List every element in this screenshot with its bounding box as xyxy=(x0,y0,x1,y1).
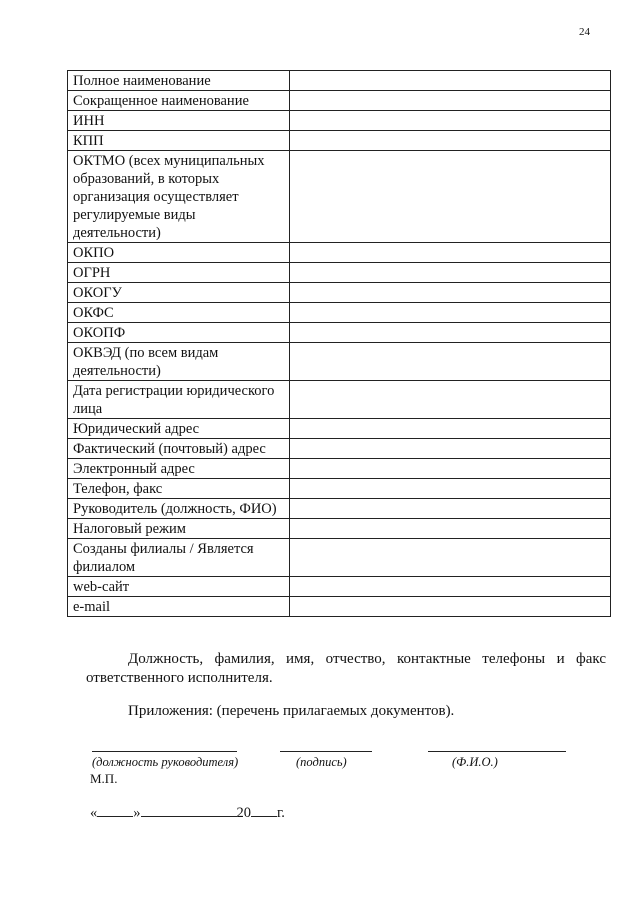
table-row xyxy=(68,303,611,323)
row-value[interactable] xyxy=(290,381,611,419)
row-label: Фактический (почтовый) адрес xyxy=(68,439,290,459)
row-value[interactable] xyxy=(290,263,611,283)
row-label: ИНН xyxy=(68,111,290,131)
date-month-blank[interactable] xyxy=(141,803,237,817)
row-value[interactable] xyxy=(290,131,611,151)
table-row xyxy=(68,597,611,617)
table-row xyxy=(68,539,611,577)
row-label: Сокращенное наименование xyxy=(68,91,290,111)
table-row xyxy=(68,243,611,263)
table-row xyxy=(68,439,611,459)
table-row xyxy=(68,283,611,303)
row-label: Налоговый режим xyxy=(68,519,290,539)
row-label: КПП xyxy=(68,131,290,151)
table-row xyxy=(68,419,611,439)
row-value[interactable] xyxy=(290,303,611,323)
row-value[interactable] xyxy=(290,323,611,343)
page-number: 24 xyxy=(579,26,590,38)
row-label: Дата регистрации юридического лица xyxy=(68,381,290,419)
row-value[interactable] xyxy=(290,499,611,519)
table-row xyxy=(68,499,611,519)
row-label: Электронный адрес xyxy=(68,459,290,479)
organization-details-table xyxy=(67,70,611,617)
row-label: web-сайт xyxy=(68,577,290,597)
table-row xyxy=(68,479,611,499)
table-row xyxy=(68,459,611,479)
row-value[interactable] xyxy=(290,151,611,243)
row-value[interactable] xyxy=(290,71,611,91)
row-value[interactable] xyxy=(290,419,611,439)
date-year-suffix: г. xyxy=(277,805,285,821)
date-close-quote: » xyxy=(133,805,141,821)
date-day-blank[interactable] xyxy=(97,803,133,817)
table-row xyxy=(68,343,611,381)
seal-mark: М.П. xyxy=(90,771,118,786)
table-row xyxy=(68,151,611,243)
row-value[interactable] xyxy=(290,243,611,263)
row-label: ОГРН xyxy=(68,263,290,283)
row-label: ОКФС xyxy=(68,303,290,323)
row-label: ОКПО xyxy=(68,243,290,263)
row-label: e-mail xyxy=(68,597,290,617)
row-value[interactable] xyxy=(290,479,611,499)
position-caption: (должность руководителя) xyxy=(92,755,239,769)
table-row xyxy=(68,91,611,111)
responsible-person-text: Должность, фамилия, имя, отчество, контактные телефоны и факс ответственного исполнителя. xyxy=(86,651,606,686)
date-year-prefix: 20 xyxy=(236,805,251,821)
row-value[interactable] xyxy=(290,459,611,479)
row-value[interactable] xyxy=(290,283,611,303)
table-row xyxy=(68,577,611,597)
row-value[interactable] xyxy=(290,343,611,381)
date-line xyxy=(90,803,285,822)
attachments-text: Приложения: (перечень прилагаемых документов). xyxy=(128,703,455,719)
row-value[interactable] xyxy=(290,539,611,577)
row-label: Руководитель (должность, ФИО) xyxy=(68,499,290,519)
position-signature-line[interactable] xyxy=(92,751,237,752)
row-value[interactable] xyxy=(290,439,611,459)
row-label: ОКОПФ xyxy=(68,323,290,343)
row-value[interactable] xyxy=(290,519,611,539)
row-label: Созданы филиалы / Является филиалом xyxy=(68,539,290,577)
row-label: Полное наименование xyxy=(68,71,290,91)
date-open-quote: « xyxy=(90,805,98,821)
signature-caption: (подпись) xyxy=(296,755,347,769)
signature-line[interactable] xyxy=(280,751,372,752)
row-label: ОКТМО (всех муниципальных образований, в которых организация осуществляет регулируемые виды деятельности) xyxy=(68,151,290,243)
row-value[interactable] xyxy=(290,111,611,131)
table-row xyxy=(68,323,611,343)
table-row xyxy=(68,131,611,151)
table-row xyxy=(68,519,611,539)
row-label: ОКОГУ xyxy=(68,283,290,303)
table-row xyxy=(68,71,611,91)
table-row xyxy=(68,263,611,283)
date-year-blank[interactable] xyxy=(251,803,277,817)
row-value[interactable] xyxy=(290,597,611,617)
table-row xyxy=(68,381,611,419)
row-value[interactable] xyxy=(290,577,611,597)
name-signature-line[interactable] xyxy=(428,751,566,752)
row-value[interactable] xyxy=(290,91,611,111)
row-label: ОКВЭД (по всем видам деятельности) xyxy=(68,343,290,381)
table-row xyxy=(68,111,611,131)
row-label: Юридический адрес xyxy=(68,419,290,439)
name-caption: (Ф.И.О.) xyxy=(452,755,498,769)
row-label: Телефон, факс xyxy=(68,479,290,499)
